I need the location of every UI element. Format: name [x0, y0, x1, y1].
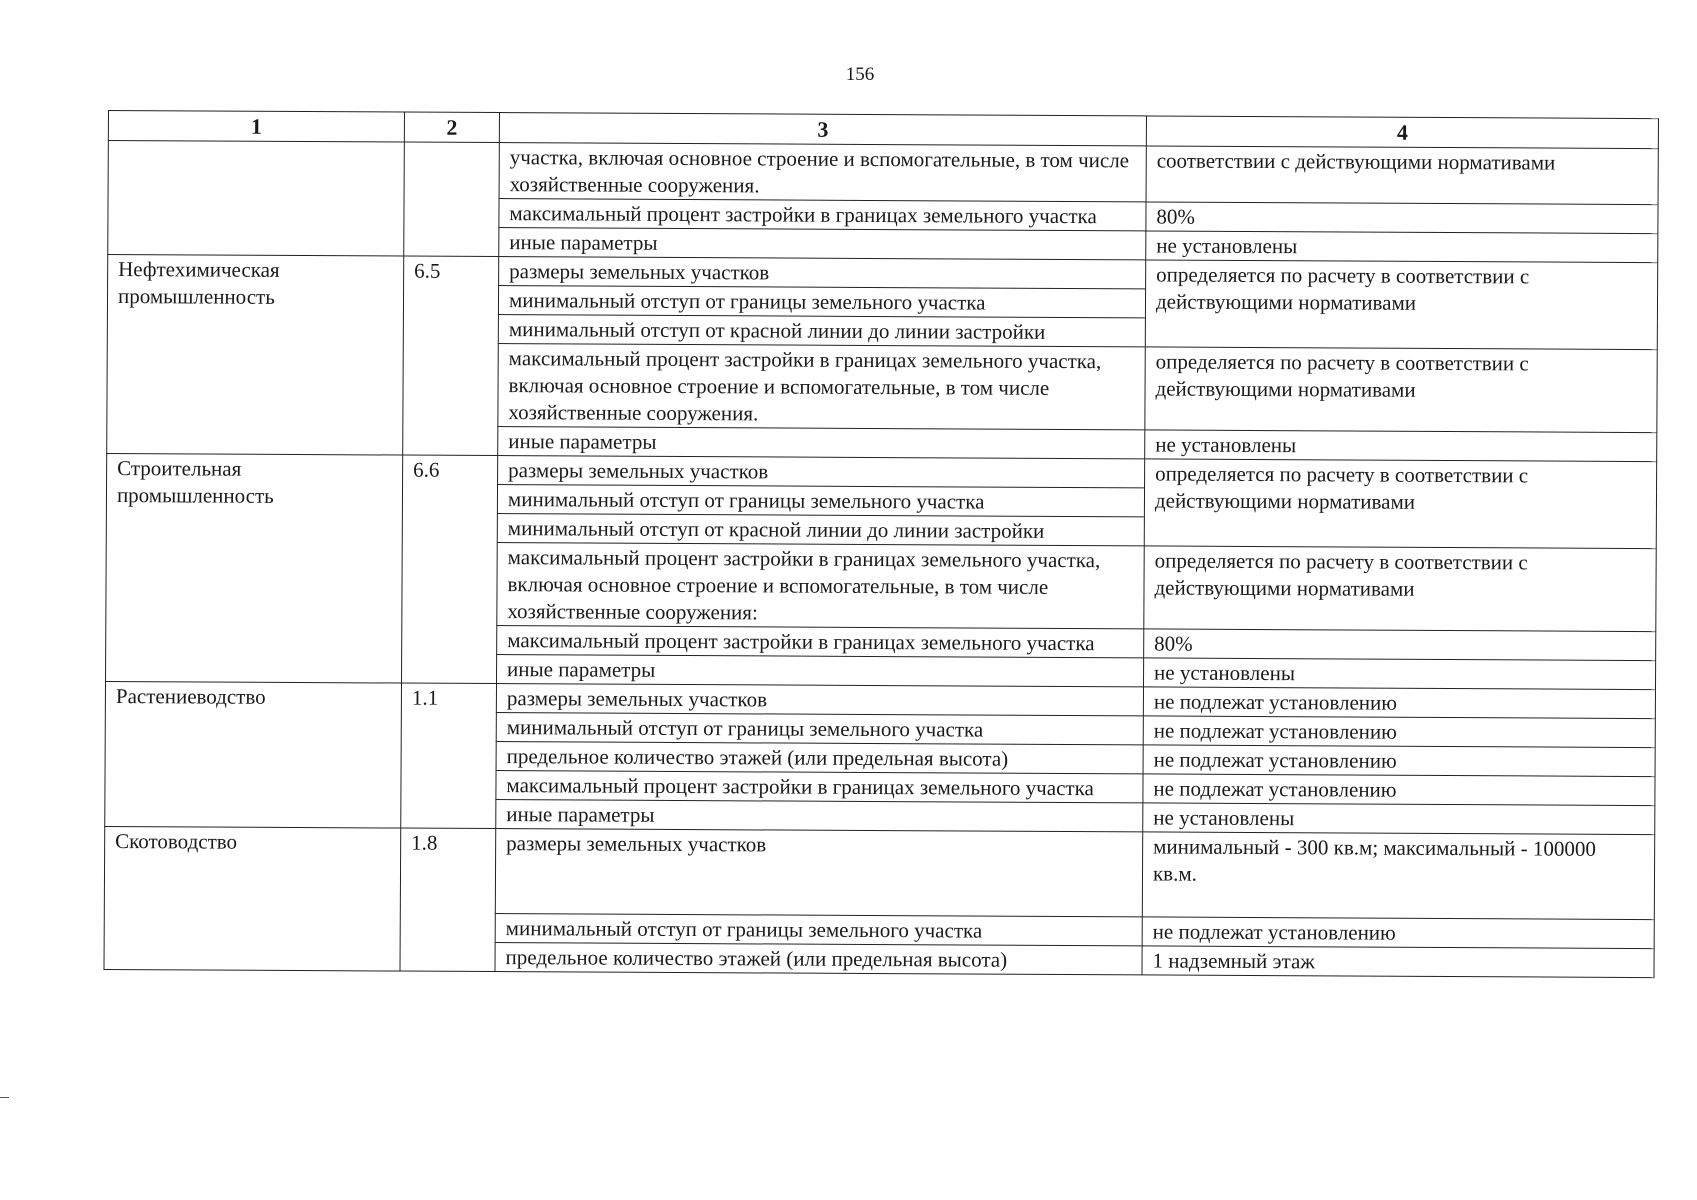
- param-cell: минимальный отступ от границы земельного участка: [497, 485, 1144, 517]
- value-cell: 80%: [1144, 629, 1656, 661]
- param-cell: предельное количество этажей (или предельная высота): [495, 943, 1142, 975]
- column-header-2: 2: [404, 112, 499, 142]
- use-name-cell: Скотоводство: [104, 826, 401, 971]
- use-code-cell: 6.5: [403, 256, 499, 455]
- param-cell: минимальный отступ от красной линии до линии застройки: [498, 315, 1145, 347]
- param-cell: максимальный процент застройки в границах земельного участка, включая основное строение и вспомогательные, в том числе хозяйственные сооружения.: [498, 344, 1145, 430]
- table-container: [103, 110, 1657, 978]
- margin-mark: [0, 1097, 9, 1098]
- param-cell: минимальный отступ от границы земельного участка: [498, 286, 1145, 318]
- table-row: [108, 141, 1658, 205]
- column-header-4: 4: [1146, 116, 1658, 149]
- param-cell: размеры земельных участков: [499, 257, 1146, 289]
- value-cell: определяется по расчету в соответствии с действующими нормативами: [1145, 260, 1657, 350]
- value-cell: не установлены: [1143, 803, 1655, 835]
- use-name-cell: [108, 141, 405, 257]
- value-cell: определяется по расчету в соответствии с действующими нормативами: [1144, 546, 1656, 632]
- use-name-cell: Растениеводство: [105, 681, 402, 828]
- value-cell: определяется по расчету в соответствии с действующими нормативами: [1144, 459, 1656, 549]
- use-code-cell: [404, 142, 500, 256]
- param-cell: максимальный процент застройки в границах земельного участка: [496, 771, 1143, 803]
- param-cell: участка, включая основное строение и вспомогательные, в том числе хозяйственные сооружения.: [499, 143, 1146, 202]
- column-header-1: 1: [108, 111, 404, 143]
- param-cell: иные параметры: [499, 228, 1146, 260]
- param-cell: минимальный отступ от границы земельного участка: [496, 713, 1143, 745]
- param-cell: размеры земельных участков: [498, 456, 1145, 488]
- param-cell: иные параметры: [498, 427, 1145, 459]
- column-header-3: 3: [499, 113, 1146, 146]
- param-cell: максимальный процент застройки в границах земельного участка, включая основное строение и вспомогательные, в том числе хозяйственные сооружения:: [497, 543, 1144, 629]
- param-cell: максимальный процент застройки в границах земельного участка: [499, 199, 1146, 231]
- use-name-cell: Нефтехимическая промышленность: [107, 255, 404, 456]
- value-cell: 1 надземный этаж: [1142, 946, 1654, 978]
- value-cell: минимальный - 300 кв.м; максимальный - 100000 кв.м.: [1142, 832, 1654, 920]
- param-cell: предельное количество этажей (или предельная высота): [496, 742, 1143, 774]
- param-cell: максимальный процент застройки в границах земельного участка: [497, 626, 1144, 658]
- use-name-cell: Строительная промышленность: [106, 453, 403, 683]
- use-code-cell: 1.8: [400, 828, 496, 971]
- value-cell: не подлежат установлению: [1143, 687, 1655, 719]
- value-cell: соответствии с действующими нормативами: [1146, 146, 1658, 205]
- value-cell: не установлены: [1146, 231, 1658, 263]
- value-cell: не установлены: [1143, 658, 1655, 690]
- value-cell: не подлежат установлению: [1143, 745, 1655, 777]
- value-cell: определяется по расчету в соответствии с действующими нормативами: [1145, 347, 1657, 433]
- regulations-table: [103, 110, 1658, 978]
- param-cell: минимальный отступ от границы земельного участка: [495, 914, 1142, 946]
- param-cell: размеры земельных участков: [496, 684, 1143, 716]
- param-cell: иные параметры: [497, 655, 1144, 687]
- use-code-cell: 6.6: [402, 455, 498, 683]
- value-cell: не подлежат установлению: [1143, 716, 1655, 748]
- value-cell: не установлены: [1145, 430, 1657, 462]
- value-cell: не подлежат установлению: [1143, 774, 1655, 806]
- use-code-cell: 1.1: [401, 683, 497, 828]
- param-cell: размеры земельных участков: [495, 829, 1142, 917]
- value-cell: не подлежат установлению: [1142, 917, 1654, 949]
- param-cell: минимальный отступ от красной линии до линии застройки: [497, 514, 1144, 546]
- table-row: [104, 826, 1654, 919]
- param-cell: иные параметры: [496, 800, 1143, 832]
- value-cell: 80%: [1146, 202, 1658, 234]
- page-number: 156: [845, 64, 875, 85]
